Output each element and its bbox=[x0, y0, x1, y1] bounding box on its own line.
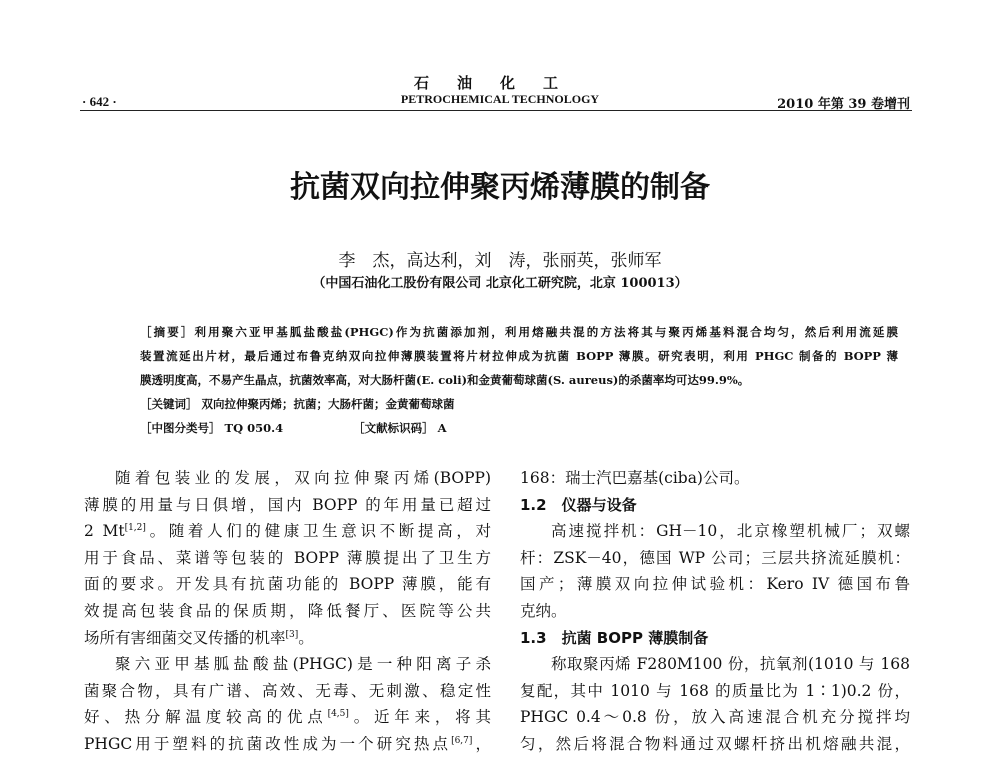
line-text: 菌聚合物，具有广谱、高效、无毒、无刺激、稳定性 bbox=[84, 681, 491, 700]
line-text: 随着包装业的发展，双向拉伸聚丙烯(BOPP) bbox=[115, 469, 491, 487]
header-rule bbox=[80, 110, 912, 111]
line-text: 薄膜的用量与日俱增，国内 BOPP 的年用量已超过 bbox=[84, 495, 491, 514]
body-line bbox=[520, 678, 910, 705]
keywords: ［关键词］ 双向拉伸聚丙烯；抗菌；大肠杆菌；金黄葡萄球菌 bbox=[140, 397, 455, 411]
classification: ［中图分类号］ TQ 050.4 ［文献标识码］ A bbox=[140, 421, 447, 435]
line-text: 效提高包装食品的保质期，降低餐厅、医院等公共 bbox=[84, 601, 491, 620]
line-text: 聚六亚甲基胍盐酸盐(PHGC)是一种阳离子杀 bbox=[115, 655, 491, 674]
line-text: 克纳。 bbox=[520, 601, 567, 620]
citation: [6,7] bbox=[451, 735, 473, 746]
line-text: 国产；薄膜双向拉伸试验机：Kero IV 德国布鲁 bbox=[520, 575, 910, 594]
body-line bbox=[520, 545, 910, 572]
body-line bbox=[520, 571, 910, 598]
line-text: 用于食品、菜谱等包装的 BOPP 薄膜提出了卫生方 bbox=[84, 548, 491, 567]
line-text: 168：瑞士汽巴嘉基(ciba)公司。 bbox=[520, 469, 750, 487]
line-text: 好、热分解温度较高的优点 bbox=[84, 708, 328, 727]
body-line bbox=[84, 571, 491, 598]
line-text: 匀，然后将混合物料通过双螺杆挤出机熔融共混， bbox=[520, 734, 910, 753]
abstract-block bbox=[140, 320, 898, 440]
paper-title: 抗菌双向拉伸聚丙烯薄膜的制备 bbox=[290, 170, 710, 205]
body-line bbox=[84, 465, 491, 492]
body-line bbox=[520, 465, 910, 492]
line-text: 面的要求。开发具有抗菌功能的 BOPP 薄膜，能有 bbox=[84, 575, 491, 594]
line-text: ， bbox=[472, 734, 491, 753]
line-text: 。 bbox=[298, 628, 314, 647]
line-text: 2 Mt bbox=[84, 522, 125, 541]
line-text: 称取聚丙烯 F280M100 份，抗氧剂(1010 与 168 bbox=[551, 655, 910, 674]
line-text: 复配，其中 1010 与 168 的质量比为 1∶1)0.2 份， bbox=[520, 681, 910, 700]
body-line bbox=[84, 651, 491, 678]
line-text: PHGC用于塑料的抗菌改性成为一个研究热点 bbox=[84, 734, 452, 753]
authors: 李 杰，高达利，刘 涛，张丽英，张师军 bbox=[338, 251, 662, 271]
body-line bbox=[84, 678, 491, 705]
body-line bbox=[520, 518, 910, 545]
abstract-label: ［摘要］ bbox=[140, 325, 195, 339]
issue-info: 2010 年第 39 卷增刊 bbox=[777, 97, 910, 112]
citation: [1,2] bbox=[124, 523, 146, 534]
clc-label: ［中图分类号］ bbox=[140, 421, 221, 435]
body-line bbox=[520, 704, 910, 731]
body-line bbox=[84, 625, 491, 652]
abstract-line: ［摘要］利用聚六亚甲基胍盐酸盐(PHGC)作为抗菌添加剂，利用熔融共混的方法将其与聚丙烯基料混合均匀，然后利用流延膜 bbox=[140, 325, 898, 339]
line-text: PHGC 0.4～0.8 份，放入高速混合机充分搅拌均 bbox=[520, 708, 910, 727]
abstract-line: 装置流延出片材，最后通过布鲁克纳双向拉伸薄膜装置将片材拉伸成为抗菌 BOPP 薄膜。研究表明，利用 PHGC 制备的 BOPP 薄 bbox=[140, 349, 898, 363]
affiliation: （中国石油化工股份有限公司 北京化工研究院，北京 100013） bbox=[312, 276, 688, 291]
body-line bbox=[84, 731, 491, 758]
line-text: 。近年来，将其 bbox=[348, 708, 491, 727]
line-text: 1.3 抗菌 BOPP 薄膜制备 bbox=[520, 628, 709, 647]
line-text: 1.2 仪器与设备 bbox=[520, 495, 637, 514]
journal-name-cn: 石油化工 bbox=[413, 74, 586, 92]
keywords-label: ［关键词］ bbox=[140, 397, 198, 411]
journal-name-en: PETROCHEMICAL TECHNOLOGY bbox=[400, 92, 600, 106]
body-line bbox=[84, 492, 491, 519]
body-line bbox=[520, 651, 910, 678]
body-line bbox=[84, 545, 491, 572]
body-line bbox=[84, 598, 491, 625]
line-text: 高速搅拌机：GH－10，北京橡塑机械厂；双螺 bbox=[551, 522, 910, 541]
body-line bbox=[84, 518, 491, 545]
citation: [4,5] bbox=[327, 709, 349, 720]
section-heading bbox=[520, 625, 910, 652]
citation: [3] bbox=[285, 629, 299, 640]
doc-code-label: ［文献标识码］ bbox=[353, 421, 434, 435]
section-heading bbox=[520, 492, 910, 519]
body-right-column bbox=[520, 465, 910, 758]
line-text: 。随着人们的健康卫生意识不断提高，对 bbox=[145, 522, 491, 541]
line-text: 场所有害细菌交叉传播的机率 bbox=[84, 628, 286, 647]
abstract-line: 膜透明度高，不易产生晶点，抗菌效率高，对大肠杆菌(E. coli)和金黄葡萄球菌(S. aureus)的杀菌率均可达99.9%。 bbox=[140, 373, 750, 387]
body-line bbox=[84, 704, 491, 731]
body-left-column bbox=[84, 465, 491, 758]
line-text: 杆：ZSK－40，德国 WP 公司；三层共挤流延膜机： bbox=[520, 548, 910, 567]
body-line bbox=[520, 598, 910, 625]
body-line bbox=[520, 731, 910, 758]
page-number: · 642 · bbox=[82, 94, 117, 109]
